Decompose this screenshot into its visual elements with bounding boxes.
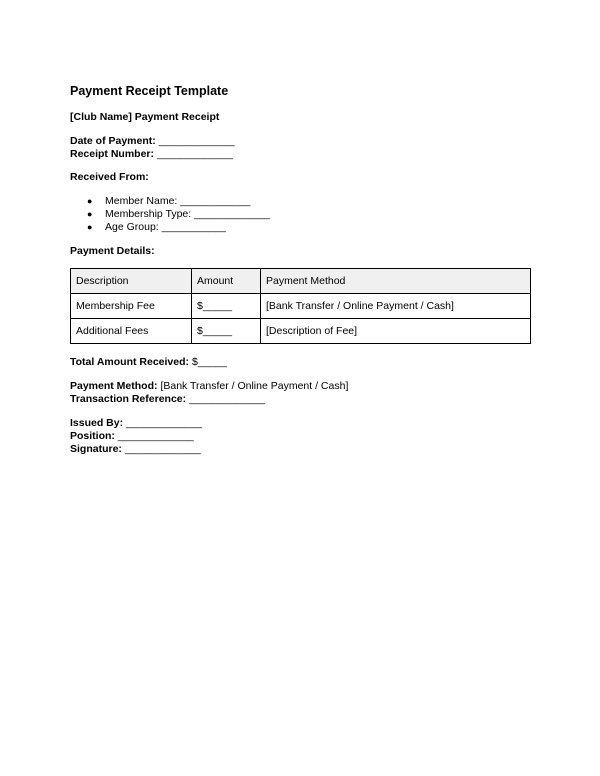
list-item [87,195,270,208]
column-header-description: Description [71,269,192,294]
receipt-number-label: Receipt Number: [70,148,155,160]
total-amount-line [70,356,227,369]
payment-details-table [70,268,531,344]
row-description: Additional Fees [71,319,192,344]
bullet-icon: ● [87,209,93,219]
list-item [87,208,270,221]
row-amount: $_____ [192,319,261,344]
signature-value: _____________ [124,443,201,455]
list-item [87,221,270,234]
bullet-icon: ● [87,196,93,206]
receipt-number-value: _____________ [156,148,233,160]
received-from-list [87,195,270,234]
document-title: Payment Receipt Template [70,84,229,98]
payment-method-line [70,380,348,393]
transaction-reference-value: _____________ [189,393,265,405]
receipt-heading: [Club Name] Payment Receipt [70,111,220,123]
membership-type-value: _____________ [194,208,271,220]
date-of-payment-label: Date of Payment: [70,135,156,147]
member-name-label: Member Name: [105,195,178,207]
position-value: _____________ [117,430,194,442]
payment-method-value: [Bank Transfer / Online Payment / Cash] [160,380,349,392]
membership-type-label: Membership Type: [105,208,192,220]
issued-by-label: Issued By: [70,417,124,429]
signature-label: Signature: [70,443,122,455]
receipt-number-line [70,148,233,161]
total-amount-value: $_____ [191,356,227,368]
column-header-payment-method: Payment Method [261,269,531,294]
total-amount-label: Total Amount Received: [70,356,190,368]
issued-by-value: _____________ [126,417,202,429]
payment-details-heading: Payment Details: [70,245,155,257]
signature-line [70,443,201,456]
bullet-icon: ● [87,222,93,232]
table-header-row [71,269,531,294]
age-group-label: Age Group: [105,221,159,233]
date-of-payment-line [70,135,235,148]
transaction-reference-label: Transaction Reference: [70,393,187,405]
table-row [71,294,531,319]
row-amount: $_____ [192,294,261,319]
date-of-payment-value: _____________ [158,135,235,147]
position-line [70,430,194,443]
row-payment-method: [Bank Transfer / Online Payment / Cash] [261,294,531,319]
row-description: Membership Fee [71,294,192,319]
column-header-amount: Amount [192,269,261,294]
member-name-value: ____________ [180,195,251,207]
payment-method-label: Payment Method: [70,380,158,392]
transaction-reference-line [70,393,265,406]
table-row [71,319,531,344]
row-payment-method: [Description of Fee] [261,319,531,344]
issued-by-line [70,417,202,430]
received-from-heading: Received From: [70,171,149,183]
age-group-value: ___________ [161,221,226,233]
position-label: Position: [70,430,115,442]
